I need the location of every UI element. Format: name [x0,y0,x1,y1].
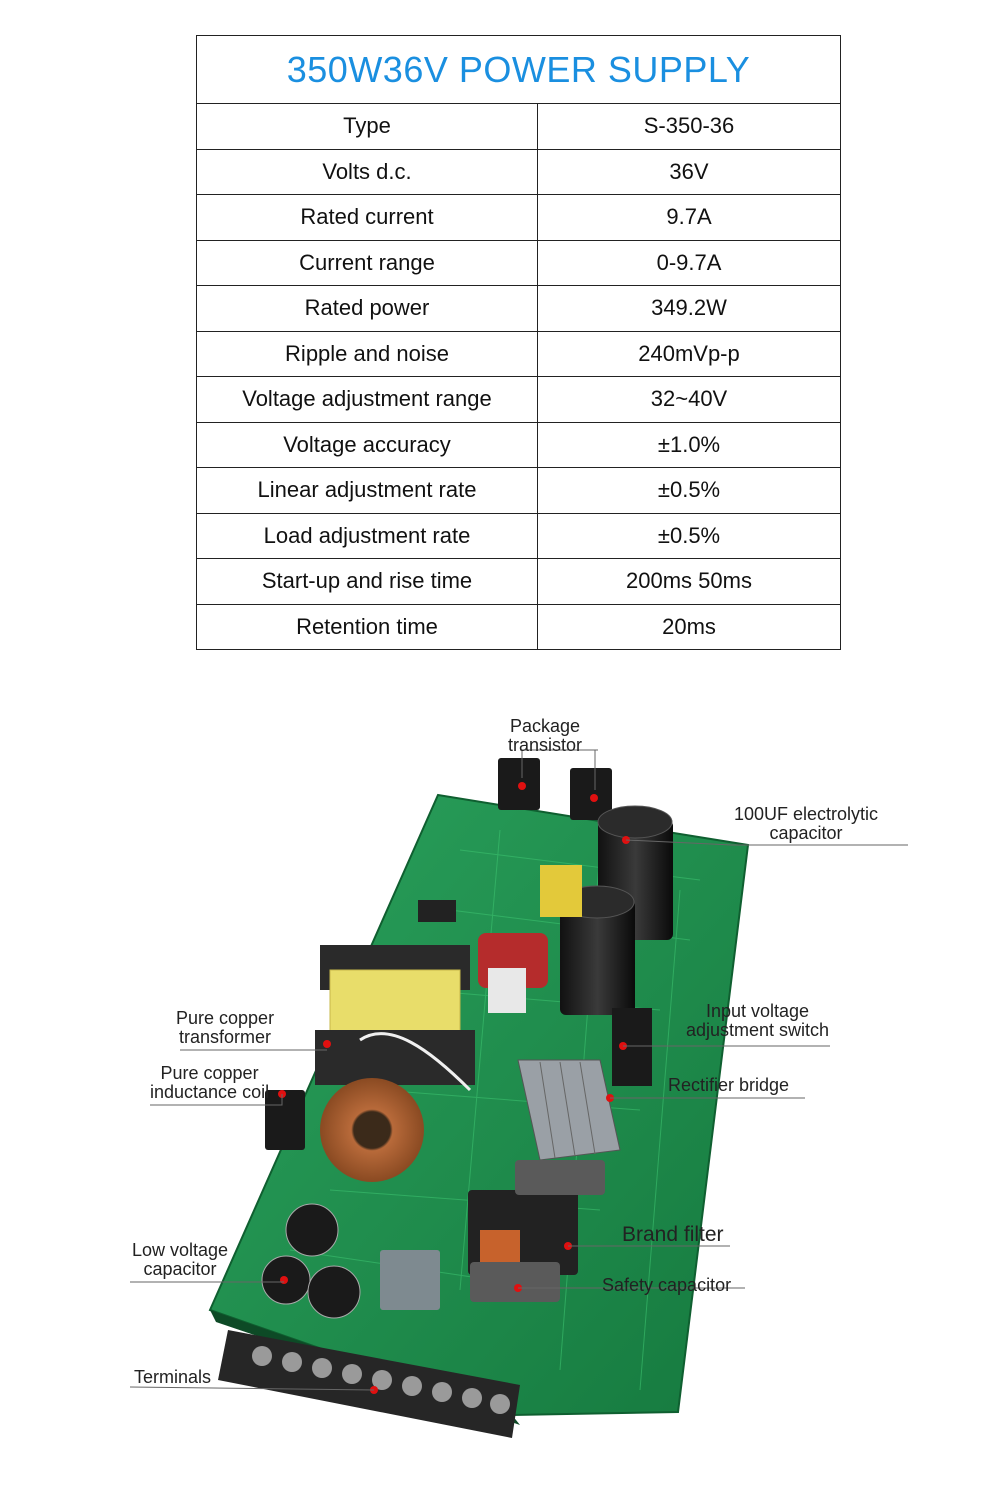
spec-row [197,513,841,559]
spec-row [197,559,841,605]
spec-value: ±0.5% [538,513,841,559]
spec-label: Current range [197,240,538,286]
spec-row [197,195,841,241]
callout-text: Low voltage [132,1240,229,1260]
spec-value: 0-9.7A [538,240,841,286]
transformer [315,945,475,1090]
spec-label: Voltage adjustment range [197,377,538,423]
callout-text: adjustment switch [686,1020,830,1040]
spec-row [197,604,841,650]
spec-value: 349.2W [538,286,841,332]
callout-safety-capacitor: Safety capacitor [602,1275,732,1295]
spec-row [197,422,841,468]
spec-value: 9.7A [538,195,841,241]
spec-value: 200ms 50ms [538,559,841,605]
callout-rectifier-bridge: Rectifier bridge [668,1075,790,1095]
spec-value: 32~40V [538,377,841,423]
callout-text: Input voltage [705,1001,810,1021]
spec-value: 240mVp-p [538,331,841,377]
callout-transformer [176,1009,274,1047]
callout-text: inductance coil [150,1082,270,1102]
spec-row [197,149,841,195]
callout-text: transistor [508,735,583,755]
callout-text: transformer [179,1027,272,1047]
callout-electrolytic-capacitor [734,805,878,843]
spec-value: 36V [538,149,841,195]
callout-text: Pure copper [176,1008,275,1028]
spec-label: Voltage accuracy [197,422,538,468]
callout-text: capacitor [769,823,843,843]
spec-value: 20ms [538,604,841,650]
callout-low-voltage-capacitor [132,1241,228,1279]
callout-inductance-coil [150,1064,269,1102]
spec-label: Retention time [197,604,538,650]
spec-value: S-350-36 [538,104,841,150]
callout-text: 100UF electrolytic [734,804,879,824]
spec-row [197,331,841,377]
callout-text: capacitor [143,1259,217,1279]
callout-terminals: Terminals [134,1367,212,1387]
spec-label: Ripple and noise [197,331,538,377]
spec-label: Linear adjustment rate [197,468,538,514]
callout-text: Pure copper [160,1063,259,1083]
spec-label: Rated current [197,195,538,241]
callout-brand-filter: Brand filter [622,1223,724,1246]
spec-title: 350W36V POWER SUPPLY [197,36,841,104]
spec-label: Rated power [197,286,538,332]
spec-table [196,35,841,650]
callout-text: Package [509,716,581,736]
spec-label: Volts d.c. [197,149,538,195]
spec-row [197,377,841,423]
callout-input-switch [686,1002,829,1040]
spec-value: ±0.5% [538,468,841,514]
callout-package-transistor [508,717,582,755]
pcb-diagram [0,690,1000,1508]
spec-row [197,104,841,150]
spec-label: Load adjustment rate [197,513,538,559]
spec-value: ±1.0% [538,422,841,468]
spec-row [197,286,841,332]
spec-label: Type [197,104,538,150]
spec-row [197,468,841,514]
spec-row [197,240,841,286]
spec-label: Start-up and rise time [197,559,538,605]
